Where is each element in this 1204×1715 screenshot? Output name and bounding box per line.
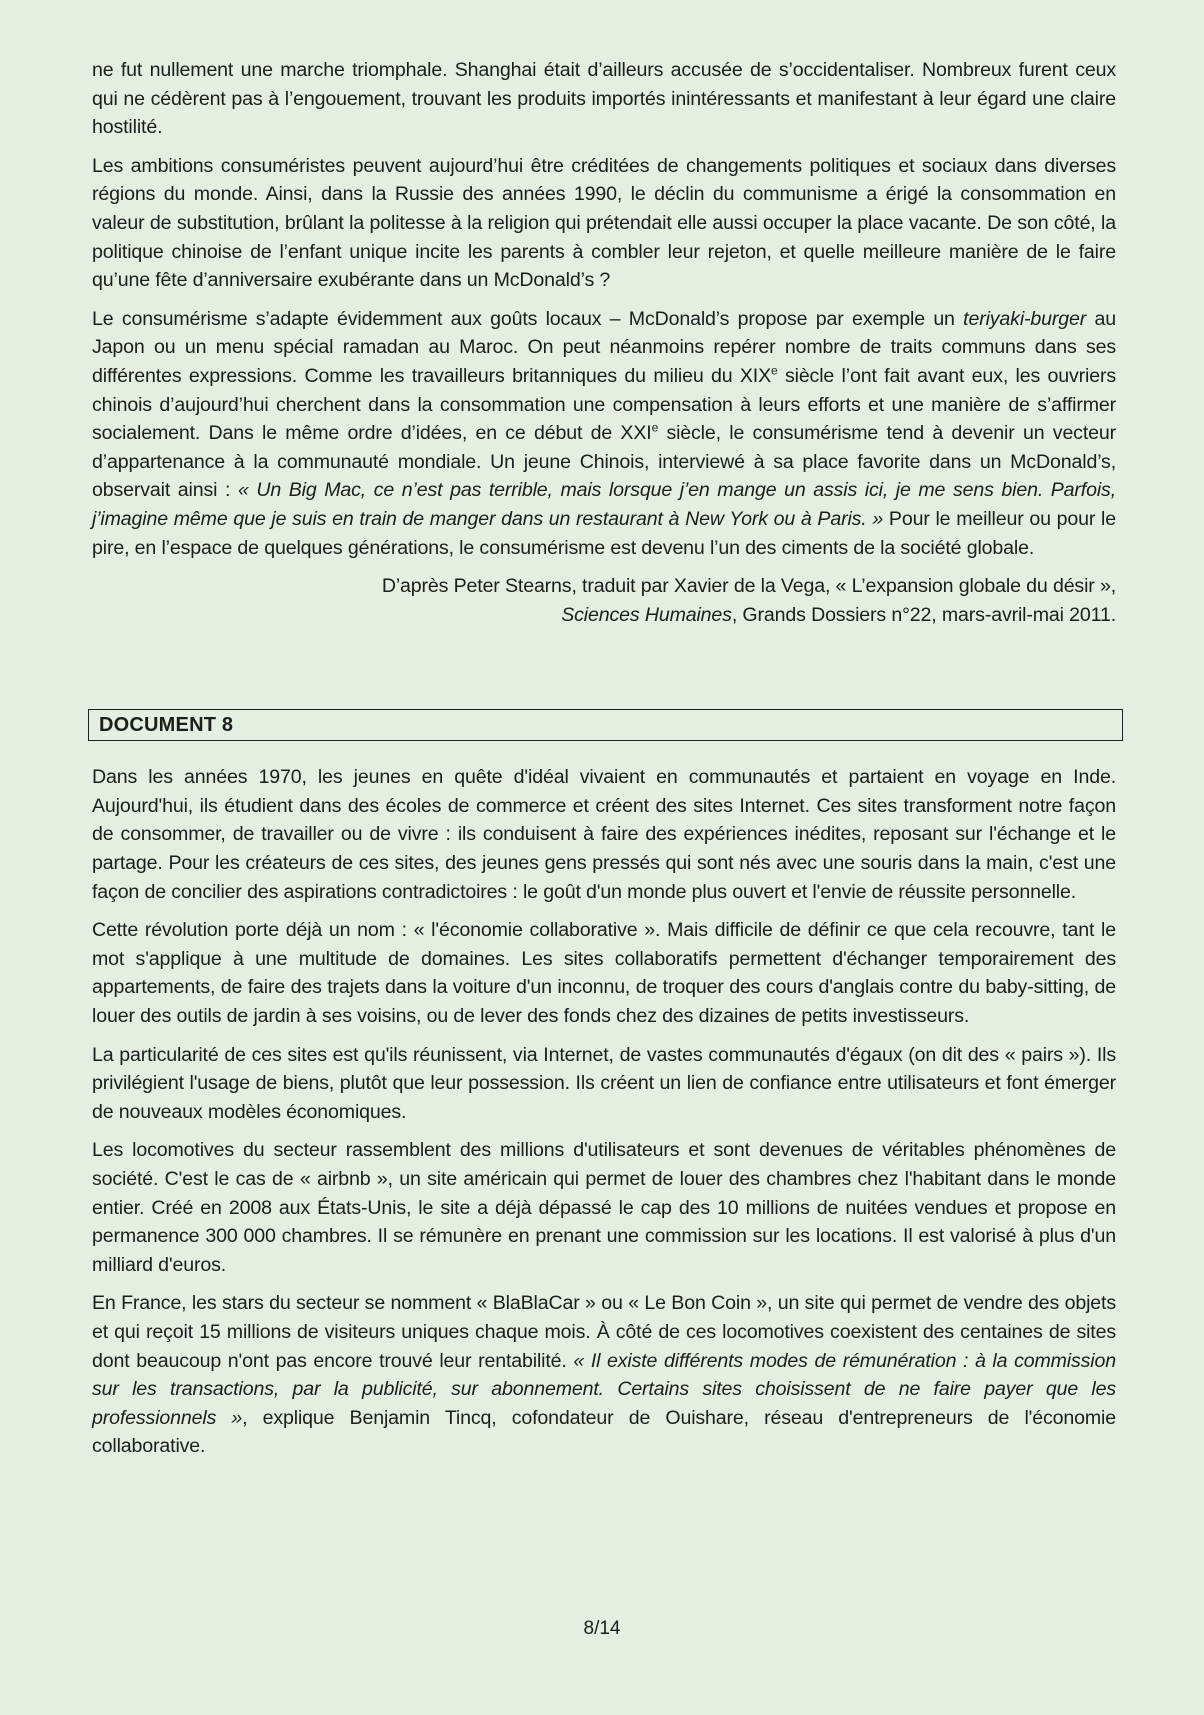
- doc7-p3-text-a: Le consumérisme s’adapte évidemment aux goûts locaux – McDonald’s propose par exemple un: [92, 307, 964, 330]
- doc7-source-line-2: [92, 601, 1116, 630]
- document-8-title: DOCUMENT 8: [99, 713, 234, 736]
- doc7-paragraph-3: [92, 305, 1116, 562]
- doc8-paragraph-3: La particularité de ces sites est qu'ils réunissent, via Internet, de vastes communautés d'égaux (on dit des « pairs »). Ils privilégient l'usage de biens, plutôt que leur possession. Ils créent un lien de confiance entre utilisateurs et font émerger de nouveaux modèles économiques.: [92, 1043, 1116, 1123]
- doc8-paragraph-1: Dans les années 1970, les jeunes en quête d'idéal vivaient en communautés et partaient en voyage en Inde. Aujourd'hui, ils étudient dans des écoles de commerce et créent des sites Internet. Ces sites transforment notre façon de consommer, de travailler ou de vivre : ils conduisent à faire des expériences inédites, reposant sur l'échange et le partage. Pour les créateurs de ces sites, des jeunes gens pressés qui sont nés avec une souris dans la main, c'est une façon de concilier des aspirations contradictoires : le goût d'un monde plus ouvert et l'envie de réussite personnelle.: [92, 766, 1116, 903]
- doc7-p3-text-e: siècle, le consumérisme tend à devenir un vecteur d’appartenance à la communauté mondiale. Un jeune Chinois, interviewé à sa place favorite dans un McDonald’s, observait ainsi :: [92, 422, 1116, 502]
- doc7-p3-italic-term: teriyaki-burger: [963, 307, 1087, 330]
- doc7-p3-quote: « Un Big Mac, ce n’est pas terrible, mais lorsque j’en mange un assis ici, je me sens bien. Parfois, j’imagine même que je suis en train de manger dans un restaurant à New York ou à Paris. »: [92, 479, 1116, 530]
- doc8-p5-text-b: , explique Benjamin Tincq, cofondateur de Ouishare, réseau d'entrepreneurs de l'économie collaborative.: [92, 1406, 1116, 1458]
- doc7-source-rest: , Grands Dossiers n°22, mars-avril-mai 2011.: [731, 603, 1116, 626]
- doc8-paragraph-2: Cette révolution porte déjà un nom : « l'économie collaborative ». Mais difficile de définir ce que cela recouvre, tant le mot s'applique à une multitude de domaines. Les sites collaboratifs permettent d'échanger temporairement des appartements, de faire des trajets dans la voiture d'un inconnu, de troquer des cours d'anglais contre du baby-sitting, de louer des outils de jardin à ses voisins, ou de lever des fonds chez des dizaines de petits investisseurs.: [92, 919, 1116, 1028]
- doc7-p3-superscript-1: e: [771, 363, 778, 378]
- doc7-paragraph-2: Les ambitions consuméristes peuvent aujourd’hui être créditées de changements politiques et sociaux dans diverses régions du monde. Ainsi, dans la Russie des années 1990, le déclin du communisme a érigé la consommation en valeur de substitution, brûlant la politesse à la religion qui prétendait elle aussi occuper la place vacante. De son côté, la politique chinoise de l’enfant unique incite les parents à combler leur rejeton, et quelle meilleure manière de le faire qu’une fête d’anniversaire exubérante dans un McDonald’s ?: [92, 154, 1116, 292]
- doc7-p3-text-f: Pour le meilleur ou pour le pire, en l’espace de quelques générations, le consumérisme est devenu l’un des ciments de la société globale.: [92, 507, 1116, 559]
- page-number: 8/14: [583, 1618, 621, 1639]
- document-8-header: [88, 709, 1123, 741]
- doc8-paragraph-5: [92, 1289, 1116, 1461]
- doc7-p3-text-c: au Japon ou un menu spécial ramadan au Maroc. On peut néanmoins repérer nombre de traits communs dans ses différentes expressions. Comme les travailleurs britanniques du milieu du XIX: [92, 307, 1116, 387]
- doc8-p5-text-a: En France, les stars du secteur se nomment « BlaBlaCar » ou « Le Bon Coin », un site qui permet de vendre des objets et qui reçoit 15 millions de visiteurs uniques chaque mois. À côté de ces locomotives coexistent des centaines de sites dont beaucoup n'ont pas encore trouvé leur rentabilité.: [92, 1292, 1116, 1372]
- doc7-source-journal: Sciences Humaines: [561, 603, 732, 626]
- doc7-p3-superscript-2: e: [651, 420, 659, 435]
- doc8-p5-quote: « Il existe différents modes de rémunération : à la commission sur les transactions, par la publicité, sur abonnement. Certains sites choisissent de ne faire payer que les professionnels »: [92, 1349, 1116, 1429]
- doc8-paragraph-4: Les locomotives du secteur rassemblent des millions d'utilisateurs et sont devenues de véritables phénomènes de société. C'est le cas de « airbnb », un site américain qui permet de louer des chambres chez l'habitant dans le monde entier. Créé en 2008 aux États-Unis, le site a déjà dépassé le cap des 10 millions de nuitées vendues et propose en permanence 300 000 chambres. Il se rémunère en prenant une commission sur les locations. Il est valorisé à plus d'un milliard d'euros.: [92, 1139, 1116, 1276]
- doc7-paragraph-1: ne fut nullement une marche triomphale. Shanghai était d’ailleurs accusée de s’occidentaliser. Nombreux furent ceux qui ne cédèrent pas à l’engouement, trouvant les produits importés inintéressants et manifestant à leur égard une claire hostilité.: [92, 59, 1116, 139]
- doc7-p3-text-d: siècle l’ont fait avant eux, les ouvriers chinois d’aujourd’hui cherchent dans la consommation une compensation à leurs efforts et une manière de s’affirmer socialement. Dans le même ordre d’idées, en ce début de XXI: [92, 364, 1117, 445]
- doc7-source-line-1: D’après Peter Stearns, traduit par Xavier de la Vega, « L’expansion globale du désir »,: [381, 575, 1116, 598]
